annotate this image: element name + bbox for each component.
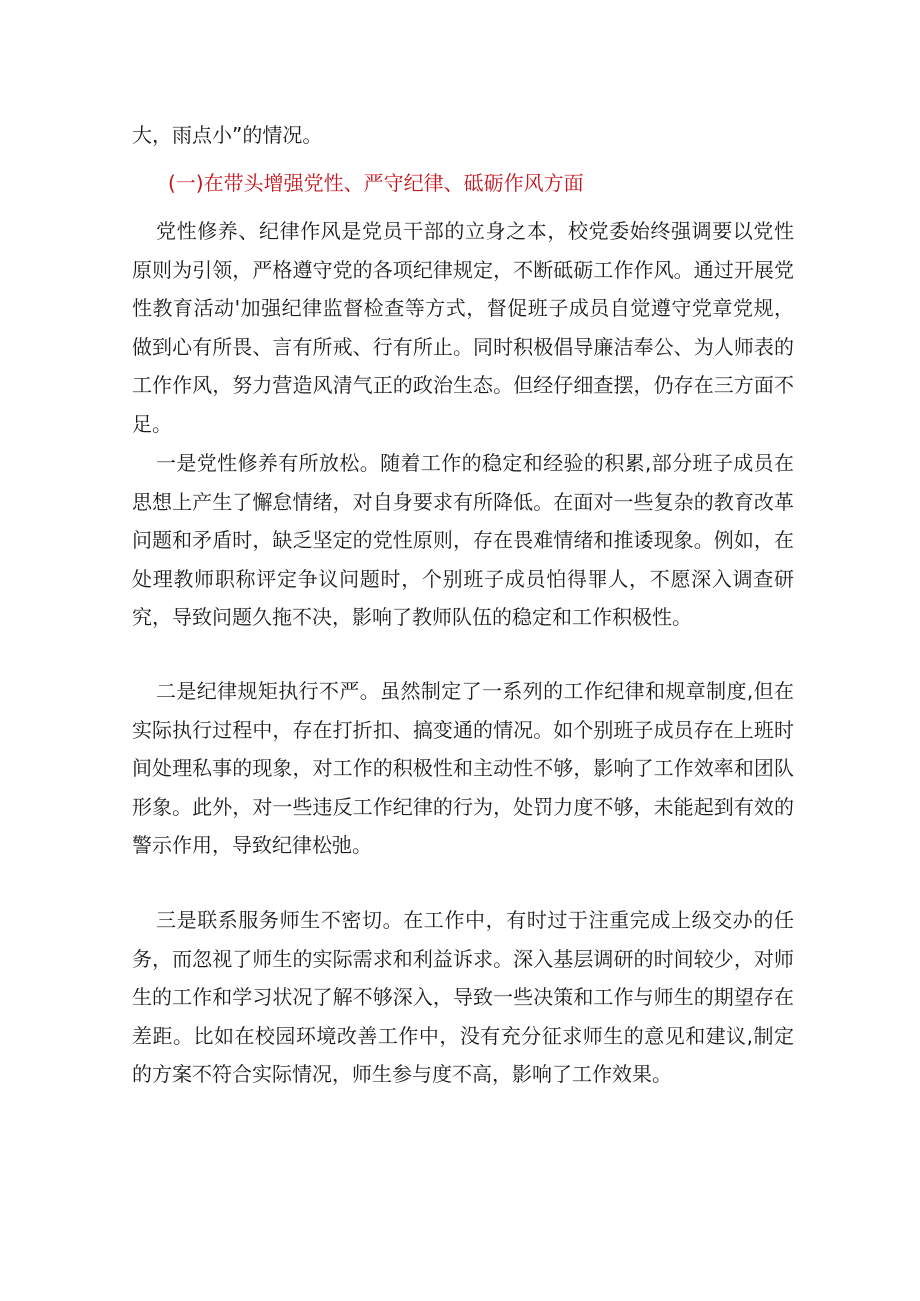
opening-line: 大，雨点小”的情况。: [132, 123, 323, 147]
section-heading: (一)在带头增强党性、严守纪律、砥砺作风方面: [168, 171, 584, 195]
paragraph-point-one: 一是党性修养有所放松。随着工作的稳定和经验的积累,部分班子成员在思想上产生了懈怠情绪，对自身要求有所降低。在面对一些复杂的教育改革问题和矛盾时，缺乏坚定的党性原则，存在畏难情绪和推诿现象。例如，在处理教师职称评定争议问题时，个别班子成员怕得罪人，不愿深入调查研究，导致问题久拖不决，影响了教师队伍的稳定和工作积极性。: [132, 451, 794, 629]
paragraph-point-two: 二是纪律规矩执行不严。虽然制定了一系列的工作纪律和规章制度,但在实际执行过程中，存在打折扣、搞变通的情况。如个别班子成员存在上班时间处理私事的现象，对工作的积极性和主动性不够，影响了工作效率和团队形象。此外，对一些违反工作纪律的行为，处罚力度不够，未能起到有效的警示作用，导致纪律松弛。: [132, 679, 794, 857]
paragraph-intro: 党性修养、纪律作风是党员干部的立身之本，校党委始终强调要以党性原则为引领，严格遵守党的各项纪律规定，不断砥砺工作作风。通过开展党性教育活动'加强纪律监督检查等方式，督促班子成员自觉遵守党章党规，做到心有所畏、言有所戒、行有所止。同时积极倡导廉洁奉公、为人师表的工作作风，努力营造风清气正的政治生态。但经仔细查摆，仍存在三方面不足。: [132, 219, 794, 436]
paragraph-point-three: 三是联系服务师生不密切。在工作中，有时过于注重完成上级交办的任务，而忽视了师生的实际需求和利益诉求。深入基层调研的时间较少，对师生的工作和学习状况了解不够深入，导致一些决策和工作与师生的期望存在差距。比如在校园环境改善工作中，没有充分征求师生的意见和建议,制定的方案不符合实际情况，师生参与度不高，影响了工作效果。: [132, 908, 794, 1086]
